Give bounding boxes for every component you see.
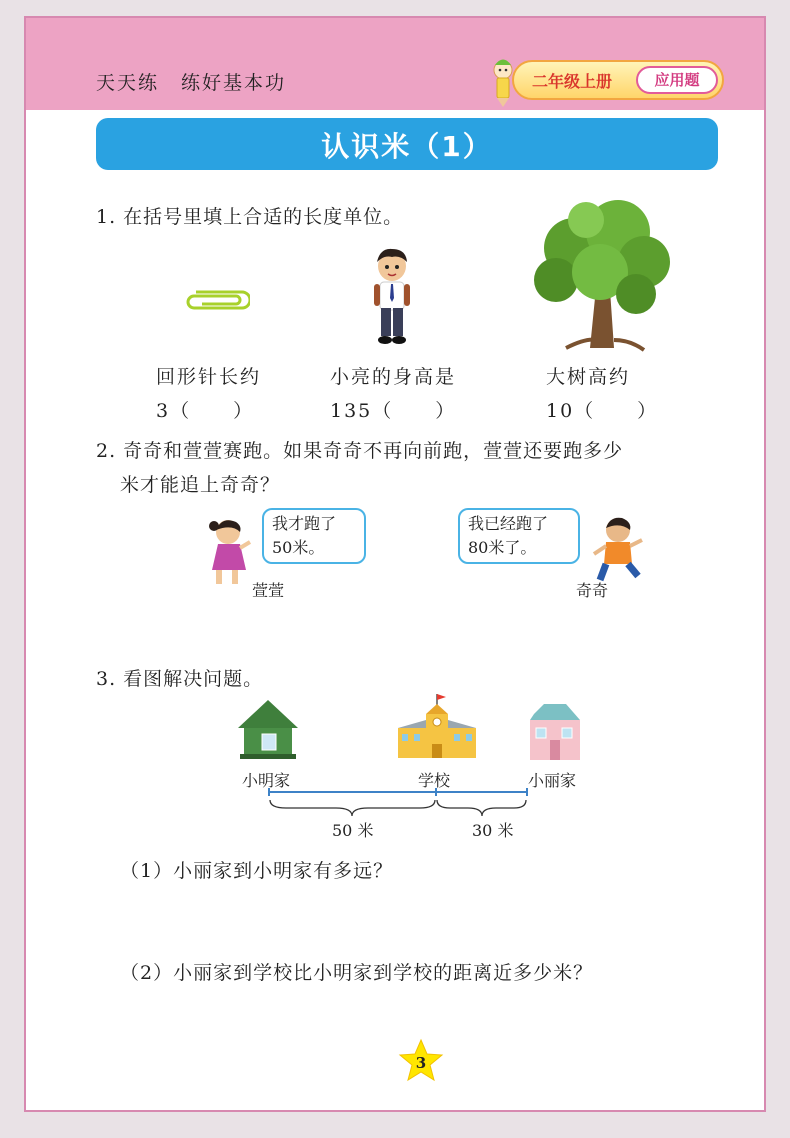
boy-bubble-line2: 80米了。 — [468, 538, 537, 557]
boy-speech-bubble — [458, 508, 580, 564]
q1-prompt: 1. 在括号里填上合适的长度单位。 — [96, 206, 404, 228]
boy-runner-icon — [590, 514, 646, 586]
boy-name: 奇奇 — [576, 581, 609, 600]
xiaoming-house-icon — [236, 698, 300, 760]
school-icon — [396, 692, 478, 762]
girl-bubble-line1: 我才跑了 — [272, 514, 337, 533]
place-label: 小明家 — [242, 771, 291, 790]
grade-label: 二年级上册 — [532, 72, 613, 91]
q3-sub1: （1）小丽家到小明家有多远？ — [120, 860, 394, 882]
xiaoli-house-icon — [524, 702, 586, 762]
q1-item-label: 小亮的身高是 — [330, 366, 457, 388]
q1-item-label: 回形针长约 — [156, 366, 262, 388]
distance-label-50: 50 米 — [332, 821, 374, 840]
q2-prompt-line1: 2. 奇奇和萱萱赛跑。如果奇奇不再向前跑，萱萱还要跑多少 — [96, 440, 624, 462]
q3-prompt: 3. 看图解决问题。 — [96, 668, 264, 690]
distance-line-diagram — [256, 788, 566, 832]
page-number: 3 — [415, 1054, 427, 1072]
page-title: 认识米（1） — [321, 130, 493, 163]
boy-icon — [366, 246, 418, 346]
girl-runner-icon — [202, 516, 252, 588]
distance-label-30: 30 米 — [472, 821, 514, 840]
title-bar — [96, 118, 718, 170]
q1-item-blank[interactable]: 10（ ） — [546, 400, 659, 422]
q3-sub2: （2）小丽家到学校比小明家到学校的距离近多少米？ — [120, 962, 594, 984]
place-label: 小丽家 — [528, 771, 577, 790]
girl-name: 萱萱 — [252, 581, 285, 600]
header-band — [26, 18, 764, 110]
series-name: 天天练 — [96, 72, 160, 94]
paperclip-icon — [184, 288, 250, 314]
header-left — [96, 68, 286, 95]
girl-bubble-line2: 50米。 — [272, 538, 325, 557]
tree-icon — [526, 198, 674, 358]
q1-item-blank[interactable]: 135（ ） — [330, 400, 457, 422]
place-label: 学校 — [418, 771, 451, 790]
girl-speech-bubble — [262, 508, 366, 564]
page-star-icon — [398, 1038, 444, 1084]
question-type-badge: 应用题 — [636, 66, 718, 94]
boy-bubble-line1: 我已经跑了 — [468, 514, 549, 533]
q2-prompt-line2: 米才能追上奇奇？ — [120, 474, 281, 496]
grade-pill — [512, 60, 724, 100]
worksheet-page — [24, 16, 766, 1112]
q1-item-blank[interactable]: 3（ ） — [156, 400, 255, 422]
q1-item-label: 大树高约 — [546, 366, 631, 388]
series-slogan: 练好基本功 — [181, 72, 287, 94]
